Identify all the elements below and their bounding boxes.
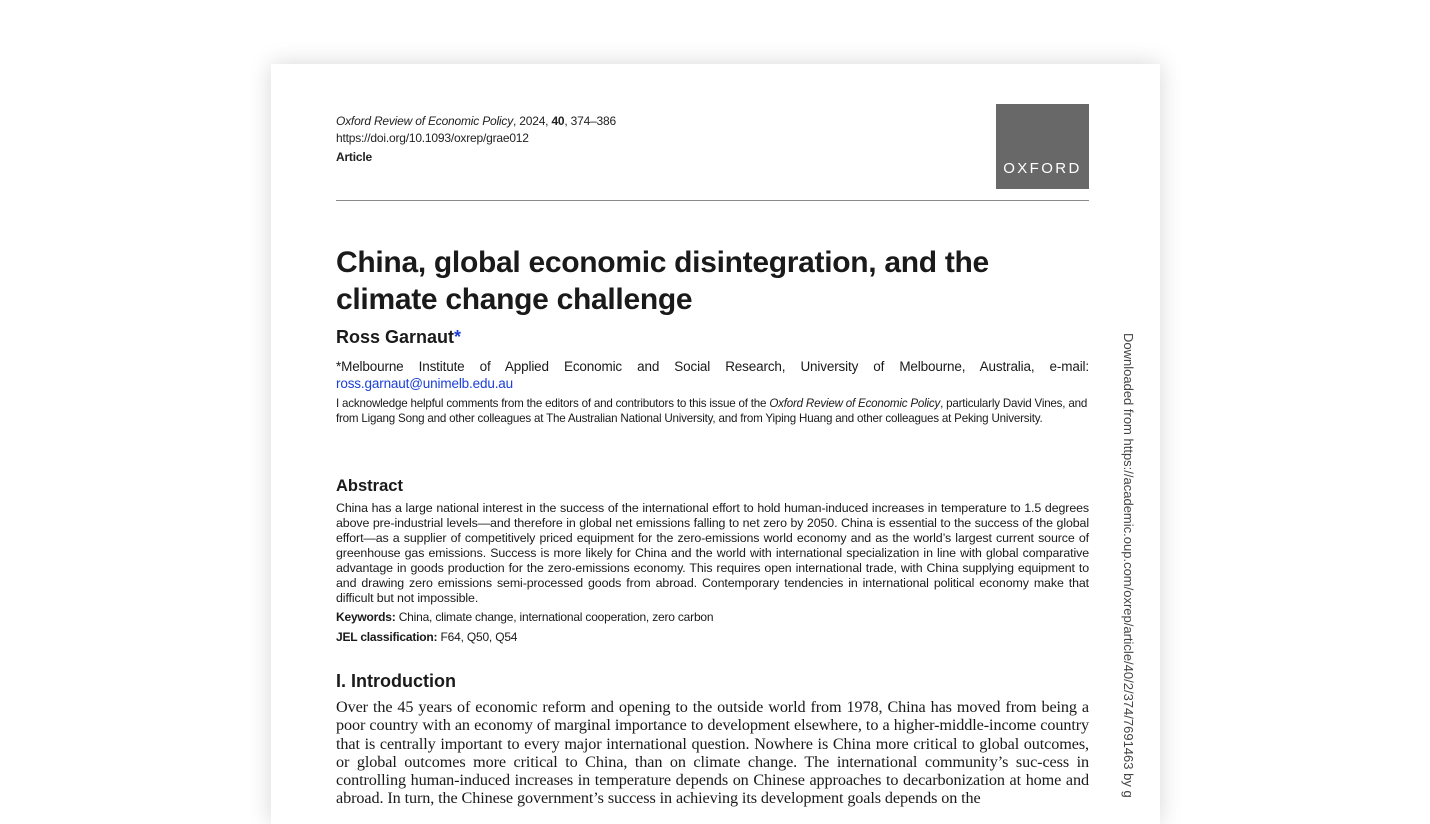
download-watermark: Downloaded from https://academic.oup.com/oxrep/article/40/2/374/7691463 by g	[1121, 333, 1136, 798]
journal-name: Oxford Review of Economic Policy	[336, 114, 513, 128]
section-heading-introduction: I. Introduction	[336, 671, 456, 691]
paper-page	[271, 64, 1160, 824]
citation-year: , 2024,	[513, 114, 552, 128]
abstract-heading: Abstract	[336, 477, 403, 495]
keywords-value: China, climate change, international cooperation, zero carbon	[395, 610, 714, 624]
citation-line	[336, 113, 616, 130]
ack-journal: Oxford Review of Economic Policy	[769, 397, 941, 410]
jel-value: F64, Q50, Q54	[437, 630, 518, 644]
jel-label: JEL classification:	[336, 630, 438, 644]
oxford-logo	[996, 104, 1089, 189]
oxford-logo-text: OXFORD	[1003, 160, 1082, 177]
keywords-line	[336, 610, 713, 624]
ack-text-pre: I acknowledge helpful comments from the editors of and contributors to this issue of the	[336, 397, 770, 410]
abstract-text: China has a large national interest in the success of the international effort to hold human-induced increases in temperature to 1.5 degrees above pre-industrial levels—and therefore in global net emissions falling to net zero by 2050. China is essential to the success of the global effort—as a supplier of competitively priced equipment for the zero-emissions world economy and as the world’s largest current source of greenhouse gas emissions. Success is more likely for China and the world with international specialization in line with global comparative advantage in goods production for the zero-emissions economy. This requires open international trade, with China supplying equipment to and drawing zero emissions semi-processed goods from abroad. Contemporary tendencies in international political economy make that difficult but not impossible.	[336, 501, 1089, 605]
keywords-label: Keywords:	[336, 610, 396, 624]
journal-header	[336, 113, 616, 166]
introduction-text: Over the 45 years of economic reform and opening to the outside world from 1978, China has moved from being a poor country with an economy of marginal importance to development elsewhere, to a higher-middle-income country that is centrally important to every major international question. Nowhere is China more critical to global outcomes, or global outcomes more critical to China, than on climate change. The international community’s suc-cess in controlling human-induced increases in temperature depends on Chinese approaches to decarbonization at home and abroad. In turn, the Chinese government’s success in achieving its development goals depends on the	[336, 698, 1089, 808]
citation-volume: 40	[551, 114, 565, 128]
author-email-link[interactable]: ross.garnaut@unimelb.edu.au	[336, 376, 514, 391]
author-footnote-link[interactable]: *	[454, 327, 462, 347]
author-line	[336, 327, 461, 348]
author-name: Ross Garnaut	[336, 327, 455, 347]
article-type: Article	[336, 150, 372, 164]
doi-link[interactable]: https://doi.org/10.1093/oxrep/grae012	[336, 131, 529, 145]
ack-text-post: , particularly David Vines, and from Ligang Song and other colleagues at The Australian National University, and from Yiping Huang and other colleagues at Peking University.	[336, 397, 1088, 425]
paper-title: China, global economic disintegration, and the climate change challenge	[336, 246, 989, 316]
jel-line	[336, 630, 517, 644]
affiliation	[336, 358, 1089, 392]
citation-pages: , 374–386	[564, 114, 616, 128]
header-divider	[336, 200, 1089, 201]
affiliation-text: *Melbourne Institute of Applied Economic and Social Research, University of Melbourne, Australia, e-mail:	[336, 359, 1089, 374]
acknowledgement	[336, 396, 1089, 426]
